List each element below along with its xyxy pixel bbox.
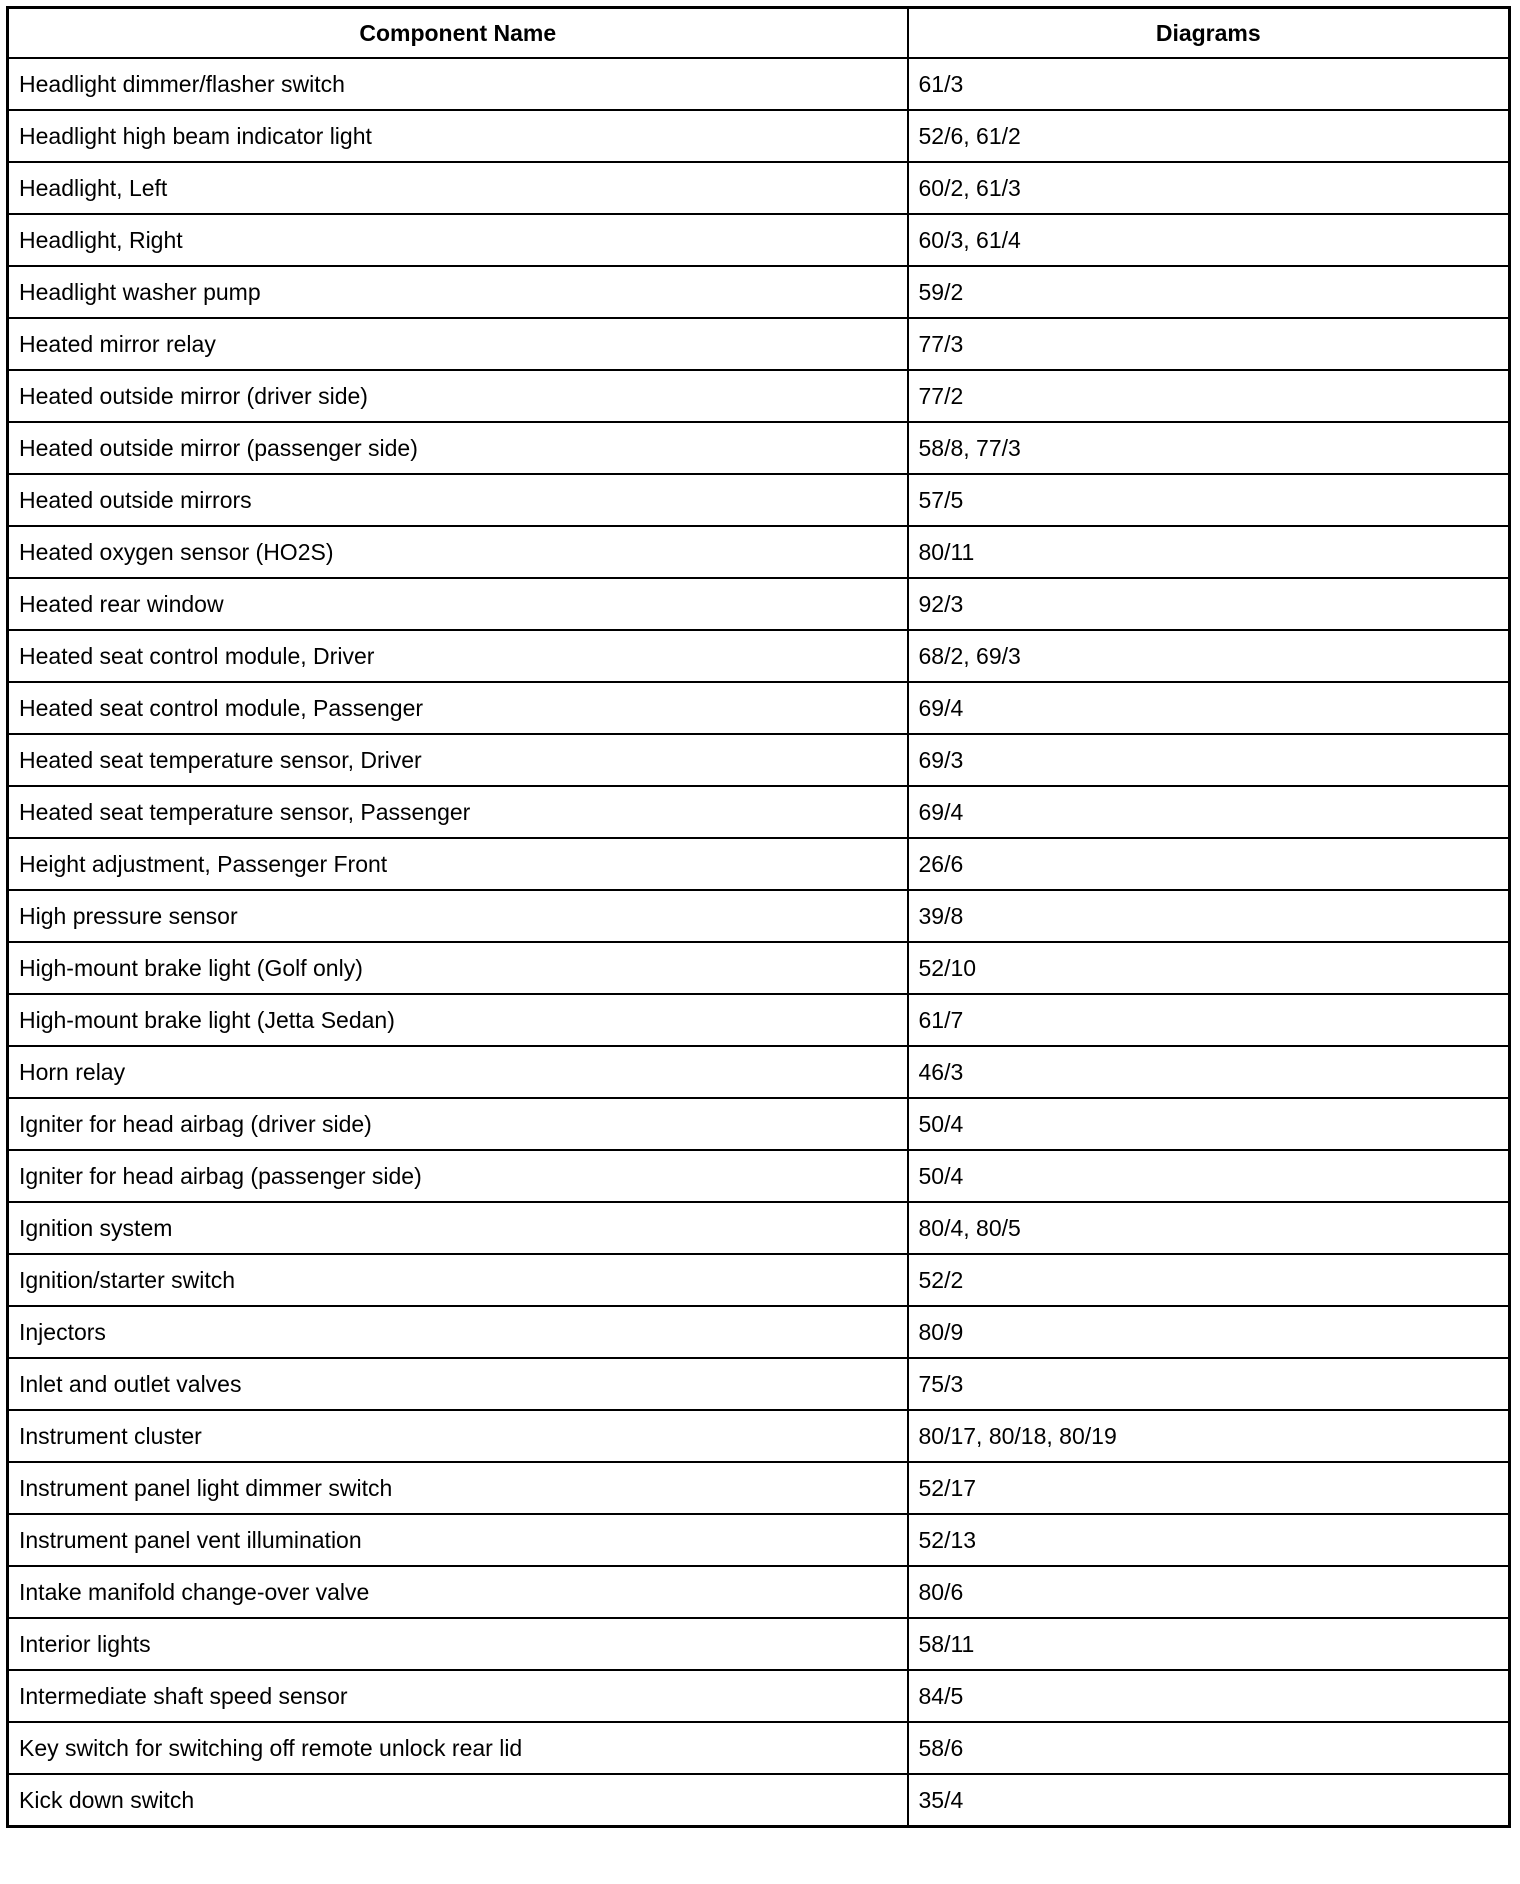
table-row [8, 1618, 1510, 1670]
diagrams-cell: 57/5 [908, 474, 1510, 526]
table-row [8, 1306, 1510, 1358]
table-body [8, 58, 1510, 1827]
component-name-cell: Heated seat control module, Driver [8, 630, 908, 682]
table-row [8, 58, 1510, 110]
component-name-cell: Injectors [8, 1306, 908, 1358]
table-row [8, 214, 1510, 266]
table-row [8, 1722, 1510, 1774]
component-name-cell: Heated oxygen sensor (HO2S) [8, 526, 908, 578]
column-header-diagrams: Diagrams [908, 8, 1510, 59]
component-name-cell: High pressure sensor [8, 890, 908, 942]
component-name-cell: Intake manifold change-over valve [8, 1566, 908, 1618]
component-name-cell: Headlight, Right [8, 214, 908, 266]
table-row [8, 1670, 1510, 1722]
diagrams-cell: 60/2, 61/3 [908, 162, 1510, 214]
diagrams-cell: 69/3 [908, 734, 1510, 786]
diagrams-cell: 77/2 [908, 370, 1510, 422]
table-row [8, 890, 1510, 942]
table-row [8, 578, 1510, 630]
table-row [8, 942, 1510, 994]
table-row [8, 786, 1510, 838]
diagrams-cell: 52/10 [908, 942, 1510, 994]
diagrams-cell: 77/3 [908, 318, 1510, 370]
component-name-cell: Instrument cluster [8, 1410, 908, 1462]
diagrams-cell: 39/8 [908, 890, 1510, 942]
component-name-cell: Heated mirror relay [8, 318, 908, 370]
table-row [8, 1046, 1510, 1098]
component-diagram-table [6, 6, 1511, 1828]
diagrams-cell: 52/13 [908, 1514, 1510, 1566]
diagrams-cell: 80/11 [908, 526, 1510, 578]
table-row [8, 1514, 1510, 1566]
diagrams-cell: 52/2 [908, 1254, 1510, 1306]
diagrams-cell: 26/6 [908, 838, 1510, 890]
diagrams-cell: 35/4 [908, 1774, 1510, 1827]
table-header-row [8, 8, 1510, 59]
diagrams-cell: 60/3, 61/4 [908, 214, 1510, 266]
diagrams-cell: 80/9 [908, 1306, 1510, 1358]
diagrams-cell: 52/6, 61/2 [908, 110, 1510, 162]
diagrams-cell: 75/3 [908, 1358, 1510, 1410]
component-name-cell: Heated outside mirror (passenger side) [8, 422, 908, 474]
table-row [8, 1774, 1510, 1827]
table-row [8, 682, 1510, 734]
diagrams-cell: 59/2 [908, 266, 1510, 318]
component-name-cell: Interior lights [8, 1618, 908, 1670]
table-row [8, 1150, 1510, 1202]
component-name-cell: Igniter for head airbag (driver side) [8, 1098, 908, 1150]
diagrams-cell: 58/6 [908, 1722, 1510, 1774]
table-row [8, 994, 1510, 1046]
component-name-cell: High-mount brake light (Jetta Sedan) [8, 994, 908, 1046]
table-row [8, 370, 1510, 422]
table-row [8, 1566, 1510, 1618]
table-row [8, 1254, 1510, 1306]
diagrams-cell: 69/4 [908, 682, 1510, 734]
component-name-cell: Key switch for switching off remote unlock rear lid [8, 1722, 908, 1774]
component-name-cell: Heated seat control module, Passenger [8, 682, 908, 734]
component-name-cell: Ignition system [8, 1202, 908, 1254]
component-name-cell: Headlight, Left [8, 162, 908, 214]
table-row [8, 526, 1510, 578]
diagrams-cell: 92/3 [908, 578, 1510, 630]
table-row [8, 630, 1510, 682]
table-row [8, 422, 1510, 474]
column-header-component-name: Component Name [8, 8, 908, 59]
diagrams-cell: 58/8, 77/3 [908, 422, 1510, 474]
table-row [8, 838, 1510, 890]
component-name-cell: Height adjustment, Passenger Front [8, 838, 908, 890]
diagrams-cell: 69/4 [908, 786, 1510, 838]
table-row [8, 162, 1510, 214]
component-name-cell: High-mount brake light (Golf only) [8, 942, 908, 994]
table-row [8, 110, 1510, 162]
component-name-cell: Instrument panel light dimmer switch [8, 1462, 908, 1514]
component-name-cell: Horn relay [8, 1046, 908, 1098]
component-name-cell: Ignition/starter switch [8, 1254, 908, 1306]
component-name-cell: Igniter for head airbag (passenger side) [8, 1150, 908, 1202]
component-name-cell: Heated seat temperature sensor, Passenger [8, 786, 908, 838]
table-row [8, 1098, 1510, 1150]
component-table-container [6, 6, 1508, 1828]
table-row [8, 318, 1510, 370]
table-row [8, 1358, 1510, 1410]
diagrams-cell: 80/17, 80/18, 80/19 [908, 1410, 1510, 1462]
component-name-cell: Headlight high beam indicator light [8, 110, 908, 162]
table-row [8, 1202, 1510, 1254]
diagrams-cell: 84/5 [908, 1670, 1510, 1722]
component-name-cell: Heated outside mirror (driver side) [8, 370, 908, 422]
diagrams-cell: 80/4, 80/5 [908, 1202, 1510, 1254]
component-name-cell: Heated seat temperature sensor, Driver [8, 734, 908, 786]
diagrams-cell: 50/4 [908, 1098, 1510, 1150]
component-name-cell: Inlet and outlet valves [8, 1358, 908, 1410]
diagrams-cell: 46/3 [908, 1046, 1510, 1098]
table-row [8, 266, 1510, 318]
diagrams-cell: 52/17 [908, 1462, 1510, 1514]
table-row [8, 734, 1510, 786]
diagrams-cell: 61/7 [908, 994, 1510, 1046]
diagrams-cell: 68/2, 69/3 [908, 630, 1510, 682]
component-name-cell: Intermediate shaft speed sensor [8, 1670, 908, 1722]
component-name-cell: Instrument panel vent illumination [8, 1514, 908, 1566]
component-name-cell: Kick down switch [8, 1774, 908, 1827]
diagrams-cell: 61/3 [908, 58, 1510, 110]
component-name-cell: Headlight washer pump [8, 266, 908, 318]
diagrams-cell: 80/6 [908, 1566, 1510, 1618]
table-row [8, 1462, 1510, 1514]
diagrams-cell: 50/4 [908, 1150, 1510, 1202]
component-name-cell: Heated rear window [8, 578, 908, 630]
table-row [8, 1410, 1510, 1462]
component-name-cell: Headlight dimmer/flasher switch [8, 58, 908, 110]
diagrams-cell: 58/11 [908, 1618, 1510, 1670]
table-row [8, 474, 1510, 526]
component-name-cell: Heated outside mirrors [8, 474, 908, 526]
